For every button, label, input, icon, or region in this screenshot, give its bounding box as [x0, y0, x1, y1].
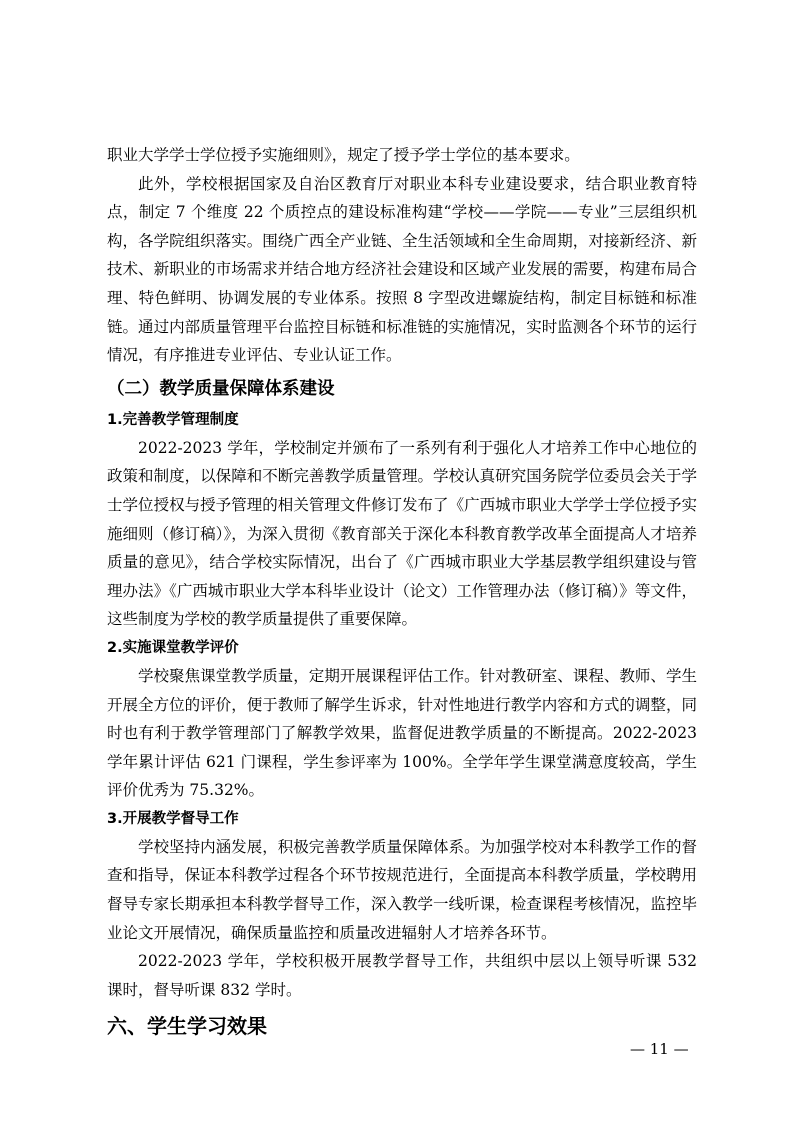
paragraph-continuation: 职业大学学士学位授予实施细则》，规定了授予学士学位的基本要求。	[107, 146, 580, 164]
paragraph-management-system: 2022-2023 学年，学校制定并颁布了一系列有利于强化人才培养工作中心地位的政策和制度，以保障和不断完善教学质量管理。学校认真研究国务院学位委员会关于学士学位授权与授予管理的相关管理文件修订发布了《广西城市职业大学学士学位授予实施细则（修订稿）》，为深入贯彻《教育部关于深化本科教育教学改革全面提高人才培养质量的意见》，结合学校实际情况，出台了《广西城市职业大学基层教学组织建设与管理办法》《广西城市职业大学本科毕业设计（论文）工作管理办法（修订稿）》等文件，这些制度为学校的教学质量提供了重要保障。	[107, 438, 697, 629]
paragraph-teaching-supervision: 学校坚持内涵发展，积极完善教学质量保障体系。为加强学校对本科教学工作的督查和指导，保证本科教学过程各个环节按规范进行，全面提高本科教学质量，学校聘用督导专家长期承担本科教学督导工作，深入教学一线听课，检查课程考核情况，监控毕业论文开展情况，确保质量监控和质量改进辐射人才培养各环节。	[107, 837, 697, 942]
section-heading-quality-assurance: （二）教学质量保障体系建设	[107, 378, 335, 399]
section-heading-learning-outcomes: 六、学生学习效果	[107, 1014, 267, 1039]
paragraph-classroom-evaluation: 学校聚焦课堂教学质量，定期开展课程评估工作。针对教研室、课程、教师、学生开展全方位的评价，便于教师了解学生诉求，针对性地进行教学内容和方式的调整，同时也有利于教学管理部门了解教学效果，监督促进教学质量的不断提高。2022-2023 学年累计评估 621 门课程，学生参评率为 100%。全学年学生课堂满意度较高，学生评价优秀为 75.32%。	[107, 666, 697, 800]
paragraph-supervision-statistics: 2022-2023 学年，学校积极开展教学督导工作，共组织中层以上领导听课 532 课时，督导听课 832 学时。	[107, 952, 697, 999]
document-body	[107, 141, 697, 1046]
subheading-classroom-evaluation: 2.实施课堂教学评价	[107, 639, 239, 656]
page-number: — 11 —	[630, 1040, 689, 1058]
subheading-teaching-supervision: 3.开展教学督导工作	[107, 810, 239, 827]
paragraph-quality-standards: 此外，学校根据国家及自治区教育厅对职业本科专业建设要求，结合职业教育特点，制定 7 个维度 22 个质控点的建设标准构建“学校——学院——专业”三层组织机构，各学院组织落实。围绕广西全产业链、全生活领域和全生命周期，对接新经济、新技术、新职业的市场需求并结合地方经济社会建设和区域产业发展的需要，构建布局合理、特色鲜明、协调发展的专业体系。按照 8 字型改进螺旋结构，制定目标链和标准链。通过内部质量管理平台监控目标链和标准链的实施情况，实时监测各个环节的运行情况，有序推进专业评估、专业认证工作。	[107, 174, 697, 365]
subheading-management-system: 1.完善教学管理制度	[107, 411, 239, 428]
